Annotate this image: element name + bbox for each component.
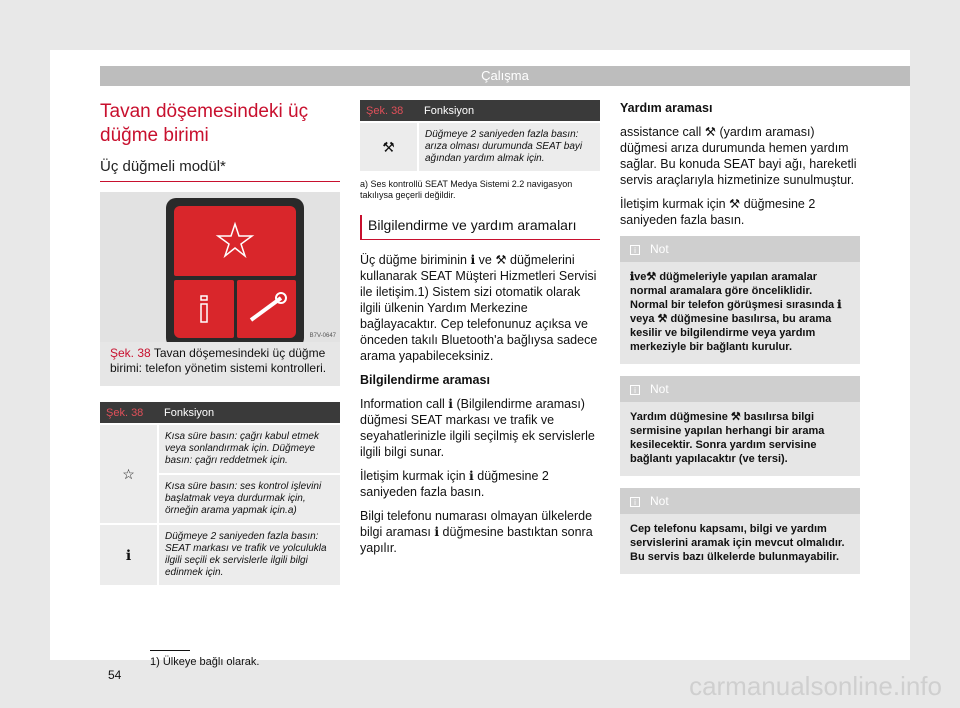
paragraph: Üç düğme biriminin ℹ ve ⚒ düğmelerini kullanarak SEAT Müşteri Hizmetleri Servisi ile iletişim.1) Sistem sizi otomatik olarak ilgili ülkenin Yardım Merkezine bağlayacaktır. Cep telefonunuz açıksa ve önceden takılı Bluetooth'a bağlıysa sadece arama yapabileceksiniz.	[360, 253, 598, 363]
paragraph: Information call ℹ (Bilgilendirme araması) düğmesi SEAT markası ve trafik ve seyahatlerinizle ilgili seçilmiş ek servislerle ilgili bilgi sunar.	[360, 397, 595, 459]
note-header: i Not	[620, 488, 860, 514]
table-cell: Kısa süre basın: çağrı kabul etmek veya sonlandırmak için. Düğmeye basın: çağrı reddetmek için.	[158, 424, 340, 474]
note-text: Cep telefonu kapsamı, bilgi ve yardım servislerini aramak için mevcut olmalıdır. Bu servis bazı ülkelerde bulunmayabilir.	[630, 523, 845, 563]
note-text: Yardım düğmesine ⚒ basılırsa bilgi sermisine yapılan herhangi bir arama kesilecektir. Sonra yardım servisine bağlantı yapılacaktır (ve tersi).	[630, 411, 825, 465]
column-right	[620, 100, 860, 586]
page-number: 54	[108, 668, 122, 682]
page-title: Tavan döşemesindeki üç düğme birimi	[100, 101, 309, 146]
button-module-figure	[100, 192, 340, 342]
info-icon	[174, 280, 234, 338]
note-header: i Not	[620, 376, 860, 402]
star-button-image	[174, 206, 296, 276]
section-header: Çalışma	[100, 66, 910, 86]
section-title: Bilgilendirme ve yardım aramaları	[360, 215, 600, 240]
watermark: carmanualsonline.info	[689, 671, 942, 701]
table-header-ref: Şek. 38	[100, 402, 158, 424]
manual-page	[50, 50, 910, 682]
star-icon: ☆	[100, 424, 158, 524]
note-box	[620, 488, 860, 574]
column-middle	[360, 100, 600, 564]
table-footnote: a) Ses kontrollü SEAT Medya Sistemi 2.2 navigasyon takılıysa geçerli değildir.	[360, 179, 573, 200]
note-box	[620, 236, 860, 364]
paragraph: Bilgi telefonu numarası olmayan ülkelerde bilgi araması ℹ düğmesine bastıktan sonra yapılır.	[360, 509, 593, 555]
paragraph-title: Yardım araması	[620, 101, 713, 115]
paragraph: İletişim kurmak için ℹ düğmesine 2 saniyeden fazla basın.	[360, 469, 549, 499]
assistance-button-image	[237, 280, 296, 338]
paragraph: assistance call ⚒ (yardım araması) düğmesi arıza durumunda hemen yardım sağlar. Bu konuda SEAT bayi ağı, hareketli servis araçlarıyla hizmetinize sunulmuştur.	[620, 125, 857, 187]
table-cell: Düğmeye 2 saniyeden fazla basın: arıza olması durumunda SEAT bayi ağından yardım almak için.	[418, 122, 600, 171]
note-text: ℹve⚒ düğmeleriyle yapılan aramalar normal aramalara göre önceliklidir. Normal bir telefon görüşmesi sırasında ℹ veya ⚒ düğmesine basılırsa, bu arama kesilir ve bilgilendirme veya yardım merkeziyle bir bağlantı kurulur.	[630, 271, 842, 353]
info-icon: i	[630, 385, 640, 395]
info-icon: i	[630, 245, 640, 255]
table-cell: Kısa süre basın: ses kontrol işlevini başlatmak veya durdurmak için, örneğin arama yapmak için.a)	[158, 474, 340, 524]
table-header-function: Fonksiyon	[158, 402, 340, 424]
note-header: i Not	[620, 236, 860, 262]
info-icon: i	[630, 497, 640, 507]
subtitle: Üç düğmeli modül*	[100, 158, 340, 182]
wrench-icon	[237, 280, 296, 338]
column-left	[100, 100, 340, 585]
wrench-icon: ⚒	[360, 122, 418, 171]
function-table	[360, 100, 600, 171]
function-table	[100, 402, 340, 585]
table-cell: Düğmeye 2 saniyeden fazla basın: SEAT markası ve trafik ve yolculukla ilgili seçili ek servislerle ilgili bilgi edinmek için.	[158, 524, 340, 585]
footnote-divider	[150, 650, 190, 651]
note-box	[620, 376, 860, 476]
info-icon: ℹ	[100, 524, 158, 585]
info-button-image	[174, 280, 234, 338]
paragraph-title: Bilgilendirme araması	[360, 373, 490, 387]
figure-caption: Şek. 38 Tavan döşemesindeki üç düğme birimi: telefon yönetim sistemi kontrolleri.	[100, 342, 340, 386]
table-header-ref: Şek. 38	[360, 100, 418, 122]
page-footnote: 1) Ülkeye bağlı olarak.	[150, 656, 260, 668]
figure-code: B7V-0647	[309, 333, 336, 339]
star-icon	[174, 206, 296, 276]
paragraph: İletişim kurmak için ⚒ düğmesine 2 saniyeden fazla basın.	[620, 197, 816, 227]
table-header-function: Fonksiyon	[418, 100, 600, 122]
